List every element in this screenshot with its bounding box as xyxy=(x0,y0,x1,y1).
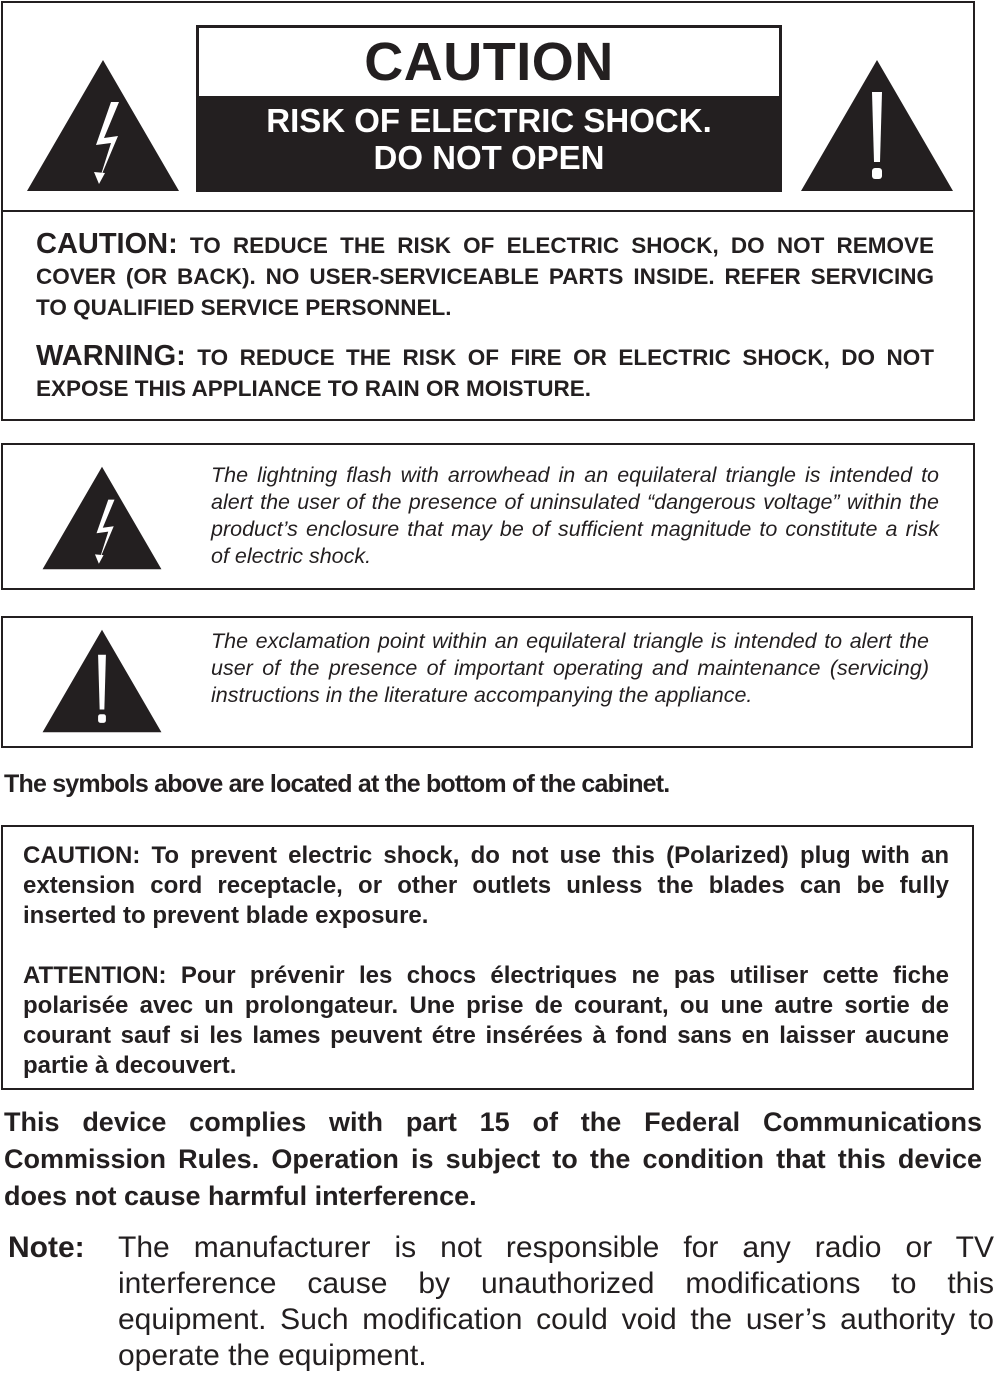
plug-caution-text: To prevent electric shock, do not use this (Polarized) plug with an extension cord receptacle, or other outlets unless the blades can be fully inserted to prevent blade exposure. xyxy=(23,842,949,929)
lightning-explanation-box xyxy=(1,443,975,590)
exclamation-triangle-icon xyxy=(799,58,955,193)
caution-label xyxy=(196,25,782,192)
note-text: The manufacturer is not responsible for any radio or TV interference cause by unauthorized modifications to this equipment. Such modification could void the user’s authority to operate the equipment. xyxy=(118,1231,994,1372)
fcc-compliance-statement: This device complies with part 15 of the Federal Communications Commission Rules. Operation is subject to the condition that this device does not cause harmful interference. xyxy=(4,1107,982,1211)
exclamation-explanation-box xyxy=(1,616,973,748)
warning-text: TO REDUCE THE RISK OF FIRE OR ELECTRIC SHOCK, DO NOT EXPOSE THIS APPLIANCE TO RAIN OR MOISTURE. xyxy=(36,345,934,401)
plug-caution-french xyxy=(23,961,949,1081)
plug-caution-lead: CAUTION: xyxy=(23,842,141,869)
banner-line-1: RISK OF ELECTRIC SHOCK. xyxy=(266,102,712,139)
lightning-triangle-icon xyxy=(25,58,181,193)
exclamation-triangle-icon xyxy=(41,628,163,734)
lightning-explanation-text: The lightning flash with arrowhead in an equilateral triangle is intended to alert the user of the presence of uninsulated “dangerous voltage” within the product’s enclosure that may be of sufficient magnitude to constitute a risk of electric shock. xyxy=(211,463,939,568)
note-label: Note: xyxy=(8,1231,85,1264)
exclamation-explanation-text: The exclamation point within an equilateral triangle is intended to alert the user of the presence of important operating and maintenance (servicing) instructions in the literature accompanying the appliance. xyxy=(211,629,929,707)
plug-attention-lead: ATTENTION: xyxy=(23,962,167,989)
caution-label-title: CAUTION xyxy=(364,32,614,92)
symbols-location-note: The symbols above are located at the bottom of the cabinet. xyxy=(4,770,670,798)
plug-attention-text: Pour prévenir les chocs électriques ne pas utiliser cette fiche polarisée avec un prolongateur. Une prise de courant, ou une autre sortie de courant sauf si les lames peuvent étre insérées à fond sans en laisser aucune partie à decouvert. xyxy=(23,962,949,1079)
caution-lead: CAUTION: xyxy=(36,228,178,260)
divider xyxy=(3,210,973,212)
banner-line-2: DO NOT OPEN xyxy=(373,139,605,176)
caution-text: TO REDUCE THE RISK OF ELECTRIC SHOCK, DO NOT REMOVE COVER (OR BACK). NO USER-SERVICEABLE PARTS INSIDE. REFER SERVICING TO QUALIFIED SERVICE PERSONNEL. xyxy=(36,233,934,320)
caution-panel xyxy=(1,1,975,421)
lightning-triangle-icon xyxy=(41,465,163,571)
plug-caution-english xyxy=(23,841,949,931)
warning-lead: WARNING: xyxy=(36,340,186,372)
warning-paragraph xyxy=(36,341,934,404)
plug-caution-box xyxy=(1,825,974,1090)
caution-label-banner xyxy=(199,96,779,189)
caution-paragraph xyxy=(36,229,934,323)
